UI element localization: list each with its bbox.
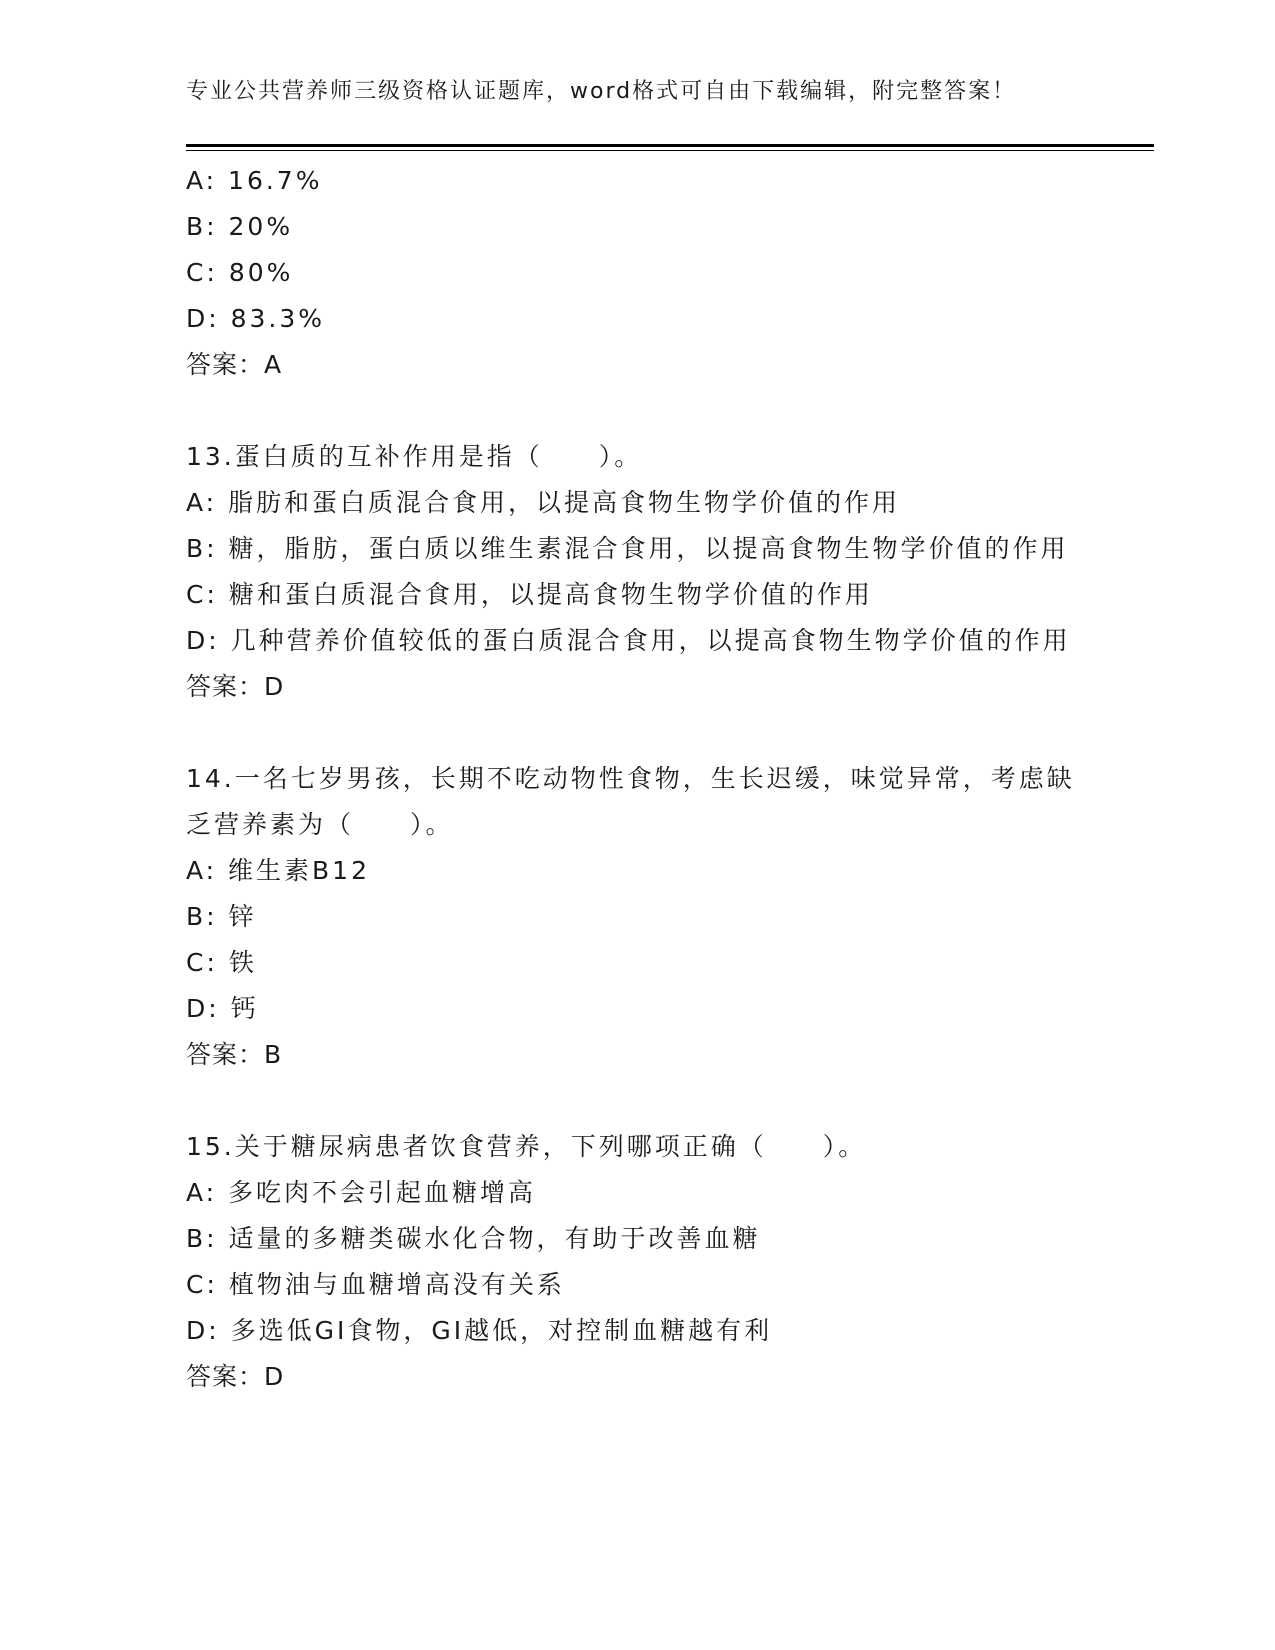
option-d: D: 几种营养价值较低的蛋白质混合食用，以提高食物生物学价值的作用 (186, 626, 1071, 655)
option-a: A: 维生素B12 (186, 856, 370, 885)
carryover-block (186, 158, 1086, 388)
option-c: C: 80% (186, 258, 294, 287)
option-d: D: 83.3% (186, 304, 326, 333)
option-a: A: 脂肪和蛋白质混合食用，以提高食物生物学价值的作用 (186, 488, 901, 517)
question-stem: 13.蛋白质的互补作用是指（ ）。 (186, 442, 643, 471)
option-a: A: 多吃肉不会引起血糖增高 (186, 1178, 537, 1207)
option-c: C: 铁 (186, 948, 257, 977)
question-content (186, 158, 1086, 1400)
option-b: B: 20% (186, 212, 294, 241)
question-stem: 14.一名七岁男孩，长期不吃动物性食物，生长迟缓，味觉异常，考虑缺乏营养素为（ ）。 (186, 764, 1075, 839)
question-15 (186, 1124, 1086, 1400)
answer-line: 答案：B (186, 1040, 283, 1069)
answer-line: 答案：A (186, 350, 283, 379)
page-header: 专业公共营养师三级资格认证题库，word格式可自由下载编辑，附完整答案！ (186, 79, 1017, 104)
question-13 (186, 434, 1086, 710)
option-c: C: 植物油与血糖增高没有关系 (186, 1270, 565, 1299)
answer-line: 答案：D (186, 1362, 285, 1391)
option-d: D: 多选低GI食物，GI越低，对控制血糖越有利 (186, 1316, 773, 1345)
option-c: C: 糖和蛋白质混合食用，以提高食物生物学价值的作用 (186, 580, 873, 609)
option-a: A: 16.7% (186, 166, 323, 195)
question-stem: 15.关于糖尿病患者饮食营养，下列哪项正确（ ）。 (186, 1132, 867, 1161)
option-b: B: 糖，脂肪，蛋白质以维生素混合食用，以提高食物生物学价值的作用 (186, 534, 1069, 563)
header-rule-thick (186, 144, 1154, 147)
answer-line: 答案：D (186, 672, 285, 701)
option-b: B: 锌 (186, 902, 257, 931)
option-b: B: 适量的多糖类碳水化合物，有助于改善血糖 (186, 1224, 761, 1253)
question-14 (186, 756, 1086, 1078)
option-d: D: 钙 (186, 994, 259, 1023)
header-rule-thin (186, 150, 1154, 151)
